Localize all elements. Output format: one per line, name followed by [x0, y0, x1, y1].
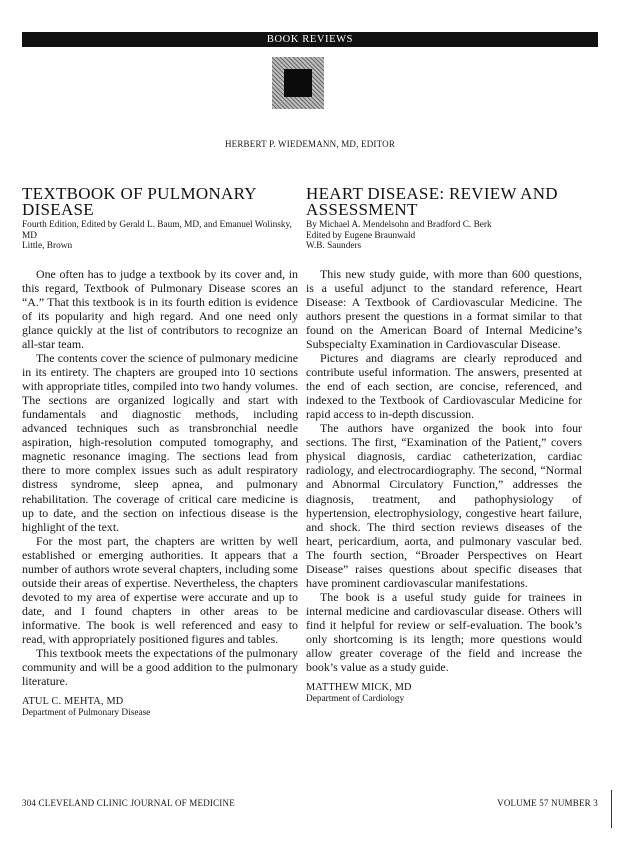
meta-line: By Michael A. Mendelsohn and Bradford C. Berk — [306, 220, 492, 230]
review-title: HEART DISEASE: REVIEW AND ASSESSMENT — [306, 184, 558, 219]
review-meta — [306, 220, 582, 252]
section-banner: BOOK REVIEWS — [22, 32, 598, 47]
review-body — [22, 267, 298, 688]
paragraph: The contents cover the science of pulmonary medicine in its entirety. The chapters are grouped into 10 sections with appropriate titles, compiled into two handy volumes. The sections are organized logically and start with fundamentals and diagnostic methods, including advanced techniques such as transbronchial needle aspiration, high-resolution computed tomography, and magnetic resonance imaging. The sections lead from there to more complex issues such as adult respiratory distress syndrome, sleep apnea, and pulmonary rehabilitation. The coverage of critical care medicine is up to date, and the section on infectious disease is the highlight of the text. — [22, 351, 298, 534]
paragraph: This textbook meets the expectations of the pulmonary community and will be a good addition to the pulmonary literature. — [22, 646, 298, 689]
paragraph: This new study guide, with more than 600 questions, is a useful adjunct to the standard reference, Heart Disease: A Textbook of Cardiovascular Medicine. The authors present the questions in a format similar to that found on the American Board of Internal Medicine’s Subspecialty Examination in Cardiovascular Disease. — [306, 266, 582, 352]
journal-logo-icon — [272, 57, 324, 109]
review-pulmonary — [22, 186, 298, 718]
footer-volume: VOLUME 57 NUMBER 3 — [497, 798, 598, 808]
meta-line: W.B. Saunders — [306, 241, 362, 252]
reviewer-name: MATTHEW MICK, MD — [306, 682, 412, 694]
reviewer-signature — [22, 697, 298, 718]
page-edge-mark — [611, 790, 612, 828]
review-meta — [22, 220, 298, 252]
paragraph: For the most part, the chapters are written by well established or emerging authorities. It appears that a number of authors wrote several chapters, including some outside their areas of expertise. Nevertheless, the chapters devoted to my area of expertise were accurate and up to date, and I found chapters in other areas to be informative. The book is well referenced and easy to read, with appropriately positioned figures and tables. — [22, 533, 298, 646]
reviewer-department: Department of Cardiology — [306, 693, 405, 704]
paragraph: The book is a useful study guide for trainees in internal medicine and cardiovascular disease. Others will find it helpful for review or self-evaluation. The book’s only shortcoming is its length; more questions would allow greater coverage of the field and increase the book’s value as a study guide. — [306, 589, 582, 675]
paragraph: One often has to judge a textbook by its cover and, in this regard, Textbook of Pulmonary Disease scores an “A.” That this textbook is in its fourth edition is evidence of its popularity and high regard. And one need only glance quickly at the list of contributors to recognize an all-star team. — [22, 266, 298, 352]
review-body — [306, 267, 582, 674]
footer-journal: 304 CLEVELAND CLINIC JOURNAL OF MEDICINE — [22, 798, 235, 808]
reviewer-signature — [306, 683, 582, 704]
meta-line: Little, Brown — [22, 241, 73, 252]
review-title: TEXTBOOK OF PULMONARY DISEASE — [22, 184, 257, 219]
reviewer-department: Department of Pulmonary Disease — [22, 707, 151, 718]
meta-line: Fourth Edition, Edited by Gerald L. Baum, MD, and Emanuel Wolinsky, MD — [22, 220, 292, 241]
meta-line: Edited by Eugene Braunwald — [306, 230, 416, 241]
reviewer-name: ATUL C. MEHTA, MD — [22, 696, 124, 708]
review-heart — [306, 186, 582, 704]
paragraph: Pictures and diagrams are clearly reproduced and contribute useful information. The answers, presented at the end of each section, are concise, referenced, and indexed to the Textbook of Cardiovascular Medicine for rapid access to in-depth discussion. — [306, 351, 582, 422]
editor-credit: HERBERT P. WIEDEMANN, MD, EDITOR — [224, 139, 396, 149]
paragraph: The authors have organized the book into four sections. The first, “Examination of the Patient,” covers physical diagnosis, cardiac catheterization, cardiac radiology, and electrocardiography. The second, “Normal and Abnormal Circulatory Function,” addresses the diagnosis, treatment, and pathophysiology of hypertension, electrophysiology, congestive heart failure, and shock. The third section reviews diseases of the heart, pericardium, aorta, and pulmonary vascular bed. The fourth section, “Broader Perspectives on Heart Disease” raises questions about specific diseases that have prominent cardiovascular manifestations. — [306, 421, 582, 590]
